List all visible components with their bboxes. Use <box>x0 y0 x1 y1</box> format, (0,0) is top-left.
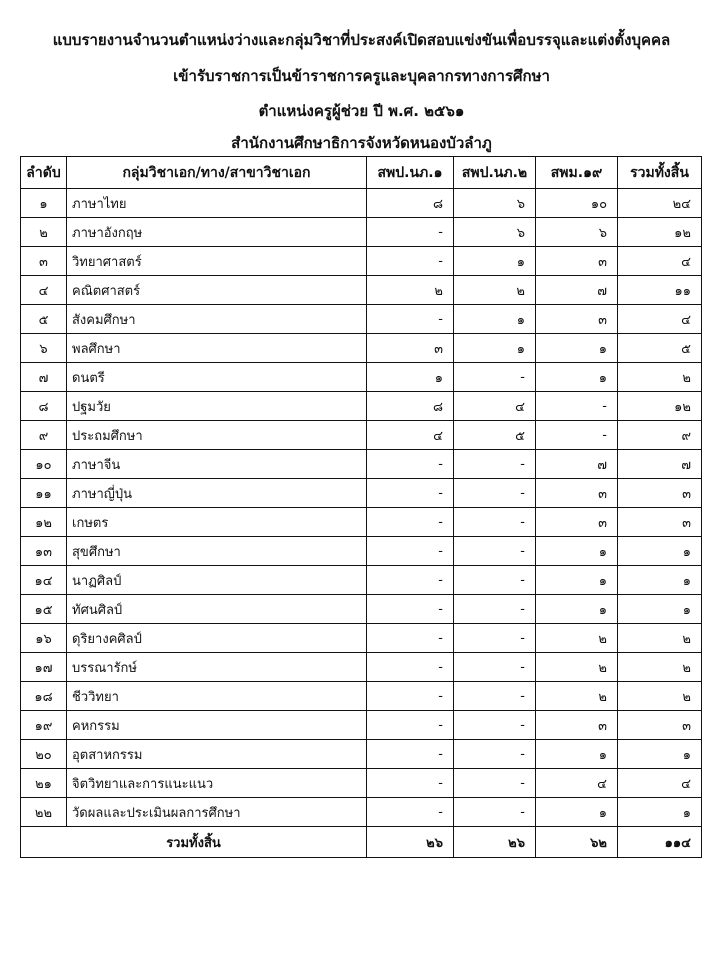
row-spp2: - <box>454 624 536 653</box>
row-total: ๙ <box>618 421 702 450</box>
vacancy-table <box>20 156 702 858</box>
title-line-2: เข้ารับราชการเป็นข้าราชการครูและบุคลากรทางการศึกษา <box>173 67 550 85</box>
row-spm19: ๓ <box>536 711 618 740</box>
title-line-3: ตำแหน่งครูผู้ช่วย ปี พ.ศ. ๒๕๖๑ <box>258 102 465 120</box>
row-spp1: - <box>367 595 454 624</box>
row-spp2: - <box>454 653 536 682</box>
col-header-total: รวมทั้งสิ้น <box>618 157 702 189</box>
row-spp2: ๒ <box>454 276 536 305</box>
row-spm19: ๓ <box>536 508 618 537</box>
table-row <box>21 450 702 479</box>
row-total: ๑๒ <box>618 218 702 247</box>
row-spp1: ๑ <box>367 363 454 392</box>
row-spp1: - <box>367 682 454 711</box>
table-row <box>21 595 702 624</box>
row-spm19: ๑ <box>536 566 618 595</box>
row-spp1: ๓ <box>367 334 454 363</box>
table-header-row <box>21 157 702 189</box>
row-number: ๑๐ <box>21 450 67 479</box>
row-total: ๔ <box>618 305 702 334</box>
row-spp1: - <box>367 508 454 537</box>
row-total: ๑ <box>618 566 702 595</box>
title-line-4: สำนักงานศึกษาธิการจังหวัดหนองบัวลำภู <box>231 134 492 152</box>
table-row <box>21 624 702 653</box>
row-number: ๙ <box>21 421 67 450</box>
row-spp2: ๑ <box>454 305 536 334</box>
row-subject: สุขศึกษา <box>67 537 367 566</box>
row-subject: ปฐมวัย <box>67 392 367 421</box>
row-spm19: - <box>536 421 618 450</box>
row-subject: ดนตรี <box>67 363 367 392</box>
row-subject: ภาษาอังกฤษ <box>67 218 367 247</box>
row-spm19: ๒ <box>536 653 618 682</box>
row-subject: เกษตร <box>67 508 367 537</box>
row-spp1: - <box>367 740 454 769</box>
row-spp2: ๕ <box>454 421 536 450</box>
row-subject: ชีววิทยา <box>67 682 367 711</box>
table-row <box>21 740 702 769</box>
row-spp1: ๒ <box>367 276 454 305</box>
row-spm19: ๒ <box>536 682 618 711</box>
col-header-no: ลำดับ <box>21 157 67 189</box>
row-spm19: ๑๐ <box>536 189 618 218</box>
row-spp2: - <box>454 682 536 711</box>
row-spp1: ๘ <box>367 392 454 421</box>
row-spm19: ๑ <box>536 595 618 624</box>
row-spp1: - <box>367 479 454 508</box>
row-total: ๒ <box>618 682 702 711</box>
row-subject: ภาษาญี่ปุ่น <box>67 479 367 508</box>
row-number: ๓ <box>21 247 67 276</box>
row-spp1: - <box>367 624 454 653</box>
row-spm19: ๗ <box>536 276 618 305</box>
row-subject: คหกรรม <box>67 711 367 740</box>
row-subject: ทัศนศิลป์ <box>67 595 367 624</box>
row-subject: จิตวิทยาและการแนะแนว <box>67 769 367 798</box>
row-total: ๓ <box>618 479 702 508</box>
row-spp2: - <box>454 566 536 595</box>
row-number: ๑๓ <box>21 537 67 566</box>
row-total: ๑๑ <box>618 276 702 305</box>
row-spm19: - <box>536 392 618 421</box>
row-number: ๑ <box>21 189 67 218</box>
row-spp1: - <box>367 566 454 595</box>
row-total: ๑ <box>618 595 702 624</box>
row-spp1: - <box>367 769 454 798</box>
row-subject: คณิตศาสตร์ <box>67 276 367 305</box>
row-number: ๒๑ <box>21 769 67 798</box>
table-row <box>21 305 702 334</box>
row-subject: นาฏศิลป์ <box>67 566 367 595</box>
row-number: ๑๘ <box>21 682 67 711</box>
row-total: ๒ <box>618 363 702 392</box>
totals-grand: ๑๑๔ <box>618 827 702 858</box>
row-number: ๑๕ <box>21 595 67 624</box>
row-spp1: - <box>367 537 454 566</box>
row-spp2: - <box>454 798 536 827</box>
row-spp2: ๑ <box>454 247 536 276</box>
row-total: ๑ <box>618 798 702 827</box>
table-row <box>21 798 702 827</box>
totals-spm19: ๖๒ <box>536 827 618 858</box>
table-body <box>21 189 702 827</box>
row-spp2: ๑ <box>454 334 536 363</box>
row-number: ๒๐ <box>21 740 67 769</box>
row-spp1: - <box>367 711 454 740</box>
row-spp2: - <box>454 769 536 798</box>
row-number: ๑๑ <box>21 479 67 508</box>
row-total: ๔ <box>618 769 702 798</box>
row-subject: วัดผลและประเมินผลการศึกษา <box>67 798 367 827</box>
table-row <box>21 508 702 537</box>
row-spp1: - <box>367 798 454 827</box>
row-spp2: - <box>454 740 536 769</box>
row-number: ๑๒ <box>21 508 67 537</box>
row-spp1: - <box>367 450 454 479</box>
row-subject: วิทยาศาสตร์ <box>67 247 367 276</box>
table-row <box>21 769 702 798</box>
table-row <box>21 479 702 508</box>
col-header-subject: กลุ่มวิชาเอก/ทาง/สาขาวิชาเอก <box>67 157 367 189</box>
table-row <box>21 218 702 247</box>
table-row <box>21 421 702 450</box>
table-row <box>21 682 702 711</box>
row-spp1: - <box>367 305 454 334</box>
row-number: ๗ <box>21 363 67 392</box>
row-spp2: ๖ <box>454 218 536 247</box>
totals-spp1: ๒๖ <box>367 827 454 858</box>
row-spp1: ๘ <box>367 189 454 218</box>
table-row <box>21 334 702 363</box>
row-spm19: ๓ <box>536 305 618 334</box>
row-spp2: - <box>454 711 536 740</box>
title-line-1: แบบรายงานจำนวนตำแหน่งว่างและกลุ่มวิชาที่ประสงค์เปิดสอบแข่งขันเพื่อบรรจุและแต่งตั้งบุคคล <box>52 31 671 49</box>
table-row <box>21 711 702 740</box>
row-spp2: - <box>454 363 536 392</box>
table-row <box>21 653 702 682</box>
row-spm19: ๑ <box>536 334 618 363</box>
row-total: ๓ <box>618 711 702 740</box>
row-spp1: - <box>367 653 454 682</box>
table-row <box>21 189 702 218</box>
table-row <box>21 566 702 595</box>
row-spp2: - <box>454 508 536 537</box>
row-subject: ภาษาจีน <box>67 450 367 479</box>
row-total: ๔ <box>618 247 702 276</box>
row-total: ๓ <box>618 508 702 537</box>
row-subject: สังคมศึกษา <box>67 305 367 334</box>
row-spm19: ๗ <box>536 450 618 479</box>
row-total: ๗ <box>618 450 702 479</box>
totals-spp2: ๒๖ <box>454 827 536 858</box>
table-row <box>21 392 702 421</box>
row-spm19: ๖ <box>536 218 618 247</box>
col-header-spp1: สพป.นภ.๑ <box>367 157 454 189</box>
row-spm19: ๑ <box>536 798 618 827</box>
row-number: ๒๒ <box>21 798 67 827</box>
row-spm19: ๓ <box>536 479 618 508</box>
row-number: ๑๙ <box>21 711 67 740</box>
col-header-spm19: สพม.๑๙ <box>536 157 618 189</box>
row-subject: พลศึกษา <box>67 334 367 363</box>
row-subject: ภาษาไทย <box>67 189 367 218</box>
row-subject: บรรณารักษ์ <box>67 653 367 682</box>
row-subject: ประถมศึกษา <box>67 421 367 450</box>
row-number: ๔ <box>21 276 67 305</box>
row-spm19: ๓ <box>536 247 618 276</box>
col-header-spp2: สพป.นภ.๒ <box>454 157 536 189</box>
row-number: ๘ <box>21 392 67 421</box>
row-spp1: - <box>367 247 454 276</box>
row-total: ๑ <box>618 537 702 566</box>
row-spp1: - <box>367 218 454 247</box>
row-total: ๑๒ <box>618 392 702 421</box>
row-number: ๑๖ <box>21 624 67 653</box>
row-spp2: ๖ <box>454 189 536 218</box>
table-row <box>21 537 702 566</box>
table-row <box>21 247 702 276</box>
row-number: ๑๗ <box>21 653 67 682</box>
row-total: ๒๔ <box>618 189 702 218</box>
row-spm19: ๒ <box>536 624 618 653</box>
row-spp2: - <box>454 479 536 508</box>
row-spp2: - <box>454 537 536 566</box>
row-total: ๕ <box>618 334 702 363</box>
row-subject: อุตสาหกรรม <box>67 740 367 769</box>
totals-label: รวมทั้งสิ้น <box>21 827 367 858</box>
row-number: ๖ <box>21 334 67 363</box>
row-spp1: ๔ <box>367 421 454 450</box>
row-total: ๒ <box>618 624 702 653</box>
row-spm19: ๑ <box>536 740 618 769</box>
totals-row <box>21 827 702 858</box>
row-spp2: - <box>454 450 536 479</box>
row-total: ๒ <box>618 653 702 682</box>
row-number: ๒ <box>21 218 67 247</box>
row-total: ๑ <box>618 740 702 769</box>
row-spm19: ๔ <box>536 769 618 798</box>
row-spm19: ๑ <box>536 363 618 392</box>
row-spp2: ๔ <box>454 392 536 421</box>
row-number: ๕ <box>21 305 67 334</box>
table-row <box>21 363 702 392</box>
row-subject: ดุริยางคศิลป์ <box>67 624 367 653</box>
row-spp2: - <box>454 595 536 624</box>
row-number: ๑๔ <box>21 566 67 595</box>
table-row <box>21 276 702 305</box>
row-spm19: ๑ <box>536 537 618 566</box>
